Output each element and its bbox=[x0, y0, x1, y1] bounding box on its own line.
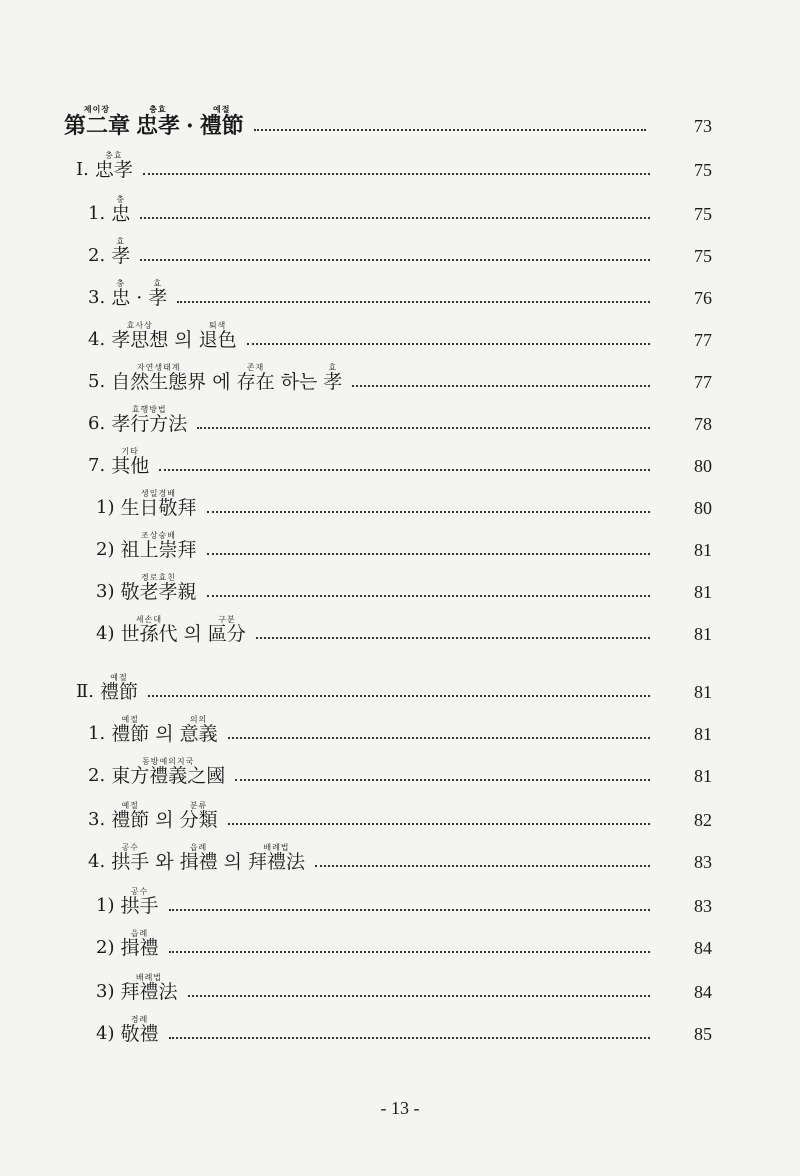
toc-entry-title bbox=[88, 757, 231, 786]
toc-entry-segment: 退色퇴색 bbox=[198, 321, 237, 351]
hangul-reading: 제이장 bbox=[64, 105, 130, 114]
toc-entry-page: 83 bbox=[694, 896, 712, 916]
toc-entry-segment: 의 bbox=[174, 320, 192, 350]
toc-entry-title bbox=[64, 105, 250, 139]
toc-entry-page: 75 bbox=[694, 246, 712, 266]
toc-entry-segment: 의 bbox=[184, 614, 202, 644]
hangul-reading: 존재 bbox=[236, 363, 275, 372]
hangul-reading: 자연생태계 bbox=[111, 363, 207, 372]
toc-entry[interactable] bbox=[0, 184, 800, 224]
dot-leader bbox=[228, 823, 650, 825]
toc-entry-number: 3. bbox=[88, 809, 106, 830]
toc-entry-number: 1. bbox=[88, 203, 106, 224]
dot-leader bbox=[143, 173, 650, 175]
hangul-reading: 효행방법 bbox=[111, 405, 188, 414]
dot-leader bbox=[169, 909, 651, 911]
toc-entry[interactable] bbox=[0, 918, 800, 958]
hangul-reading: 배례법 bbox=[247, 843, 305, 852]
hangul-reading: 효 bbox=[111, 237, 131, 246]
toc-entry[interactable] bbox=[0, 746, 800, 786]
hangul-reading: 배례법 bbox=[120, 973, 178, 982]
toc-entry-segment: 意義의의 bbox=[179, 715, 218, 745]
toc-entry-number: 2) bbox=[96, 539, 115, 560]
hangul-reading: 퇴색 bbox=[198, 321, 237, 330]
toc-entry[interactable] bbox=[0, 876, 800, 916]
toc-entry-number: 6. bbox=[88, 413, 106, 434]
toc-entry-segment: 忠孝충효 bbox=[94, 151, 133, 181]
toc-entry-segment: 忠孝충효 bbox=[136, 105, 181, 139]
toc-entry-number: 3) bbox=[96, 581, 115, 602]
toc-entry[interactable] bbox=[0, 352, 800, 392]
toc-entry[interactable] bbox=[0, 662, 800, 702]
toc-entry-page: 81 bbox=[694, 766, 712, 786]
toc-entry-number: 1. bbox=[88, 723, 106, 744]
dot-leader bbox=[159, 469, 650, 471]
toc-entry-number: 4. bbox=[88, 329, 106, 350]
page-number-footer: - 13 - bbox=[380, 1098, 420, 1118]
toc-entry-page: 81 bbox=[694, 582, 712, 602]
toc-entry-segment: 禮節예절 bbox=[111, 715, 150, 745]
toc-entry-segment: 와 bbox=[155, 842, 173, 872]
hangul-reading: 경례 bbox=[120, 1015, 159, 1024]
hangul-reading bbox=[281, 362, 318, 371]
toc-entry-segment: 敬禮경례 bbox=[120, 1015, 159, 1045]
toc-entry-segment: 孝思想효사상 bbox=[111, 321, 169, 351]
hangul-reading: 효 bbox=[323, 363, 343, 372]
toc-entry-segment: 의 bbox=[155, 714, 173, 744]
hangul-reading bbox=[212, 362, 230, 371]
toc-entry-title bbox=[96, 887, 165, 916]
toc-entry-page: 80 bbox=[694, 456, 712, 476]
toc-entry-segment: 分類분류 bbox=[179, 801, 218, 831]
dot-leader bbox=[197, 427, 650, 429]
toc-entry-segment: 禮節예절 bbox=[99, 673, 138, 703]
toc-entry-number: 2. bbox=[88, 245, 106, 266]
toc-entry-page: 82 bbox=[694, 810, 712, 830]
toc-entry-segment: 世孫代세손대 bbox=[120, 615, 178, 645]
hangul-reading: 충효 bbox=[136, 105, 181, 114]
toc-entry-segment: 하는 bbox=[281, 362, 318, 392]
toc-entry-title bbox=[96, 531, 203, 560]
toc-entry-segment: 第二章제이장 bbox=[64, 105, 131, 139]
dot-leader bbox=[207, 595, 651, 597]
toc-entry-segment: · bbox=[186, 107, 194, 136]
toc-entry-number: 1) bbox=[96, 497, 115, 518]
toc-entry-number: 5. bbox=[88, 371, 106, 392]
toc-entry-segment: 東方禮義之國동방예의지국 bbox=[111, 757, 226, 787]
toc-entry-segment: 의 bbox=[224, 842, 242, 872]
hangul-reading: 충 bbox=[111, 279, 131, 288]
hangul-reading: 효사상 bbox=[111, 321, 169, 330]
toc-entry-title bbox=[96, 489, 203, 518]
toc-entry-page: 77 bbox=[694, 372, 712, 392]
toc-entry-page: 75 bbox=[694, 160, 712, 180]
hangul-reading: 경로효친 bbox=[120, 573, 197, 582]
hangul-reading: 효 bbox=[148, 279, 168, 288]
toc-entry-title bbox=[88, 800, 224, 830]
toc-entry-segment: 揖禮읍례 bbox=[120, 929, 159, 959]
toc-entry-segment: 忠충 bbox=[111, 279, 131, 309]
dot-leader bbox=[315, 865, 650, 867]
hangul-reading: 예절 bbox=[199, 105, 244, 114]
toc-entry[interactable] bbox=[0, 96, 800, 139]
dot-leader bbox=[188, 995, 651, 997]
dot-leader bbox=[140, 217, 650, 219]
toc-entry-number: 4. bbox=[88, 851, 106, 872]
toc-entry[interactable] bbox=[0, 478, 800, 518]
toc-entry[interactable] bbox=[0, 962, 800, 1002]
toc-entry-title bbox=[88, 405, 193, 434]
toc-entry-page: 81 bbox=[694, 724, 712, 744]
hangul-reading: 예절 bbox=[111, 715, 150, 724]
toc-entry-number: 4) bbox=[96, 1023, 115, 1044]
toc-entry-page: 76 bbox=[694, 288, 712, 308]
hangul-reading: 충 bbox=[111, 195, 131, 204]
hangul-reading: 읍례 bbox=[120, 929, 159, 938]
dot-leader bbox=[169, 1037, 651, 1039]
toc-entry-title bbox=[76, 673, 144, 702]
hangul-reading: 예절 bbox=[99, 673, 138, 682]
toc-entry-title bbox=[88, 320, 243, 350]
toc-entry-segment: 孝효 bbox=[111, 237, 131, 267]
dot-leader bbox=[228, 737, 650, 739]
hangul-reading: 충효 bbox=[94, 151, 133, 160]
hangul-reading: 분류 bbox=[179, 801, 218, 810]
toc-entry[interactable] bbox=[0, 604, 800, 644]
toc-entry-segment: 自然生態界자연생태계 bbox=[111, 363, 207, 393]
toc-entry-segment: 孝효 bbox=[323, 363, 343, 393]
toc-entry-title bbox=[76, 151, 139, 180]
toc-entry-title bbox=[88, 842, 311, 872]
toc-entry-page: 77 bbox=[694, 330, 712, 350]
hangul-reading bbox=[224, 842, 242, 851]
hangul-reading bbox=[155, 714, 173, 723]
hangul-reading bbox=[136, 280, 142, 289]
dot-leader bbox=[254, 129, 646, 131]
toc-entry[interactable] bbox=[0, 226, 800, 266]
hangul-reading: 읍례 bbox=[179, 843, 218, 852]
toc-entry-title bbox=[96, 573, 203, 602]
toc-entry-page: 84 bbox=[694, 938, 712, 958]
toc-entry-segment: 의 bbox=[155, 800, 173, 830]
toc-entry-number: Ⅱ. bbox=[76, 681, 94, 702]
toc-entry-segment: 其他기타 bbox=[111, 447, 150, 477]
toc-entry[interactable] bbox=[0, 394, 800, 434]
dot-leader bbox=[169, 951, 651, 953]
hangul-reading: 동방예의지국 bbox=[111, 757, 226, 766]
toc-entry-segment: 祖上崇拜조상숭배 bbox=[120, 531, 197, 561]
toc-entry-segment: 孝行方法효행방법 bbox=[111, 405, 188, 435]
toc-entry-title bbox=[96, 1015, 165, 1044]
dot-leader bbox=[207, 553, 651, 555]
toc-entry[interactable] bbox=[0, 562, 800, 602]
toc-entry[interactable] bbox=[0, 268, 800, 308]
hangul-reading: 조상숭배 bbox=[120, 531, 197, 540]
toc-entry-segment: 孝효 bbox=[148, 279, 168, 309]
toc-entry-title bbox=[96, 973, 184, 1002]
hangul-reading: 공수 bbox=[120, 887, 159, 896]
toc-entry[interactable] bbox=[0, 520, 800, 560]
toc-entry-page: 83 bbox=[694, 852, 712, 872]
hangul-reading bbox=[184, 614, 202, 623]
dot-leader bbox=[207, 511, 651, 513]
toc-entry-number: 2) bbox=[96, 937, 115, 958]
toc-entry-segment: 拱手공수 bbox=[111, 843, 150, 873]
toc-entry-segment: 禮節예절 bbox=[199, 105, 244, 139]
toc-entry[interactable] bbox=[0, 704, 800, 744]
dot-leader bbox=[352, 385, 650, 387]
toc-entry-segment: 存在존재 bbox=[236, 363, 275, 393]
toc-entry[interactable] bbox=[0, 790, 800, 830]
toc-entry-segment: 忠충 bbox=[111, 195, 131, 225]
toc-entry-segment: 生日敬拜생일경배 bbox=[120, 489, 197, 519]
toc-entry-page: 78 bbox=[694, 414, 712, 434]
toc-entry[interactable] bbox=[0, 140, 800, 180]
toc-entry[interactable] bbox=[0, 1004, 800, 1044]
toc-entry[interactable] bbox=[0, 436, 800, 476]
hangul-reading: 공수 bbox=[111, 843, 150, 852]
toc-entry-title bbox=[96, 929, 165, 958]
toc-entry[interactable] bbox=[0, 310, 800, 350]
toc-entry-segment: 敬老孝親경로효친 bbox=[120, 573, 197, 603]
toc-entry-page: 85 bbox=[694, 1024, 712, 1044]
hangul-reading bbox=[155, 842, 173, 851]
toc-entry-page: 81 bbox=[694, 682, 712, 702]
toc-entry-segment: 揖禮읍례 bbox=[179, 843, 218, 873]
toc-entry-number: 3. bbox=[88, 287, 106, 308]
toc-entry-segment: 禮節예절 bbox=[111, 801, 150, 831]
dot-leader bbox=[177, 301, 650, 303]
toc-entry-number: 7. bbox=[88, 455, 106, 476]
toc-entry-title bbox=[88, 362, 348, 392]
toc-entry-segment: 에 bbox=[212, 362, 230, 392]
dot-leader bbox=[235, 779, 650, 781]
hangul-reading: 기타 bbox=[111, 447, 150, 456]
toc-entry-title bbox=[88, 714, 224, 744]
toc-entry-title bbox=[88, 447, 155, 476]
dot-leader bbox=[256, 637, 650, 639]
hangul-reading bbox=[186, 107, 194, 116]
toc-entry-title bbox=[88, 195, 136, 224]
toc-entry[interactable] bbox=[0, 832, 800, 872]
toc-entry-page: 80 bbox=[694, 498, 712, 518]
toc-entry-segment: 拱手공수 bbox=[120, 887, 159, 917]
toc-entry-page: 75 bbox=[694, 204, 712, 224]
toc-entry-title bbox=[96, 614, 252, 644]
hangul-reading: 생일경배 bbox=[120, 489, 197, 498]
toc-entry-segment: · bbox=[136, 280, 142, 308]
toc-entry-page: 81 bbox=[694, 540, 712, 560]
hangul-reading bbox=[155, 800, 173, 809]
toc-entry-segment: 拜禮法배례법 bbox=[120, 973, 178, 1003]
hangul-reading: 예절 bbox=[111, 801, 150, 810]
dot-leader bbox=[148, 695, 650, 697]
toc-entry-segment: 區分구분 bbox=[207, 615, 246, 645]
hangul-reading: 세손대 bbox=[120, 615, 178, 624]
toc-entry-page: 81 bbox=[694, 624, 712, 644]
hangul-reading bbox=[174, 320, 192, 329]
toc-entry-number: 2. bbox=[88, 765, 106, 786]
toc-entry-number: 1) bbox=[96, 895, 115, 916]
hangul-reading: 의의 bbox=[179, 715, 218, 724]
toc-entry-number: 3) bbox=[96, 981, 115, 1002]
toc-entry-page: 84 bbox=[694, 982, 712, 1002]
toc-entry-number: Ⅰ. bbox=[76, 159, 89, 180]
toc-entry-page: 73 bbox=[694, 116, 712, 136]
toc-entry-title bbox=[88, 279, 173, 308]
toc-entry-title bbox=[88, 237, 136, 266]
toc-entry-segment: 拜禮法배례법 bbox=[247, 843, 305, 873]
dot-leader bbox=[247, 343, 650, 345]
dot-leader bbox=[140, 259, 650, 261]
toc-entry-number: 4) bbox=[96, 623, 115, 644]
hangul-reading: 구분 bbox=[207, 615, 246, 624]
